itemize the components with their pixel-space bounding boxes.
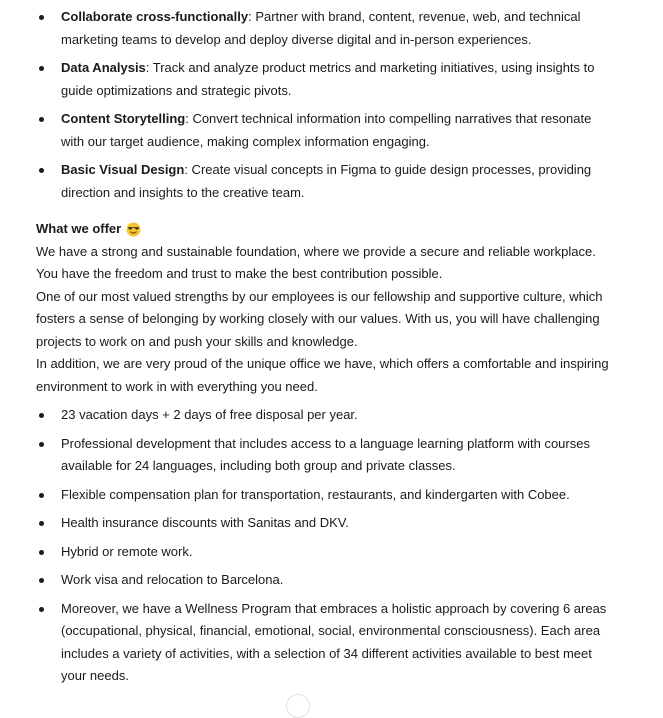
- section-heading-text: What we offer: [36, 221, 122, 236]
- list-item-text: Health insurance discounts with Sanitas and DKV.: [61, 515, 349, 530]
- bullet: [39, 578, 44, 583]
- paragraph: In addition, we are very proud of the unique office we have, which offers a comfortable and inspiring environment to work in with everything you need.: [36, 356, 609, 394]
- paragraph: We have a strong and sustainable foundation, where we provide a secure and reliable workplace. You have the freedom and trust to make the best contribution possible.: [36, 243, 596, 281]
- list-item-term: Collaborate cross-functionally: [61, 9, 249, 24]
- list-item-term: Data Analysis: [61, 60, 146, 75]
- bullet: [39, 66, 44, 71]
- bullet: [39, 442, 44, 447]
- list-item-text: : Partner with brand, content, revenue, web, and technical marketing teams to develop and deploy diverse digital and in-person experiences.: [61, 9, 581, 47]
- bullet: [39, 607, 44, 612]
- bullet: [39, 493, 44, 498]
- bullet: [39, 550, 44, 555]
- list-item: [36, 433, 616, 478]
- bullet: [39, 15, 44, 20]
- section-heading: [36, 218, 616, 241]
- list-item: [36, 57, 616, 102]
- list-item: [36, 404, 616, 427]
- benefits-list: [36, 404, 616, 688]
- list-item-text: Work visa and relocation to Barcelona.: [61, 572, 284, 587]
- list-item: [36, 598, 616, 688]
- list-item: [36, 484, 616, 507]
- list-item-text: Professional development that includes access to a language learning platform with courses available for 24 languages, including both group and private classes.: [61, 435, 590, 473]
- list-item: [36, 108, 616, 153]
- bullet: [39, 117, 44, 122]
- list-item: [36, 569, 616, 592]
- smiling-face-with-sunglasses-icon: [126, 222, 141, 237]
- list-item: [36, 6, 616, 51]
- list-item-text: 23 vacation days + 2 days of free disposal per year.: [61, 407, 358, 422]
- list-item-text: : Track and analyze product metrics and marketing initiatives, using insights to guide optimizations and strategic pivots.: [61, 60, 595, 98]
- list-item-term: Content Storytelling: [61, 111, 186, 126]
- list-item: [36, 512, 616, 535]
- list-item-term: Basic Visual Design: [61, 162, 185, 177]
- job-description: [36, 6, 616, 694]
- list-item-text: Flexible compensation plan for transportation, restaurants, and kindergarten with Cobee.: [61, 486, 570, 502]
- list-item-text: Moreover, we have a Wellness Program that embraces a holistic approach by covering 6 areas (occupational, physical, financial, emotional, social, environmental consciousness). Each area includes a variety of activities, with a selection of 34 different activities available to best meet your needs.: [61, 600, 607, 683]
- responsibilities-list: [36, 6, 616, 204]
- paragraph: One of our most valued strengths by our employees is our fellowship and supportive culture, which fosters a sense of belonging by working closely with our values. With us, you will have challenging projects to work on and push your skills and knowledge.: [36, 288, 603, 349]
- bullet: [39, 168, 44, 173]
- scroll-down-button[interactable]: [286, 694, 310, 718]
- list-item: [36, 541, 616, 564]
- list-item: [36, 159, 616, 204]
- list-item-text: : Create visual concepts in Figma to guide design processes, providing direction and insights to the creative team.: [61, 162, 592, 200]
- bullet: [39, 413, 44, 418]
- bullet: [39, 521, 44, 526]
- list-item-text: Hybrid or remote work.: [61, 543, 193, 559]
- list-item-text: : Convert technical information into compelling narratives that resonate with our target audience, making complex information engaging.: [61, 111, 592, 149]
